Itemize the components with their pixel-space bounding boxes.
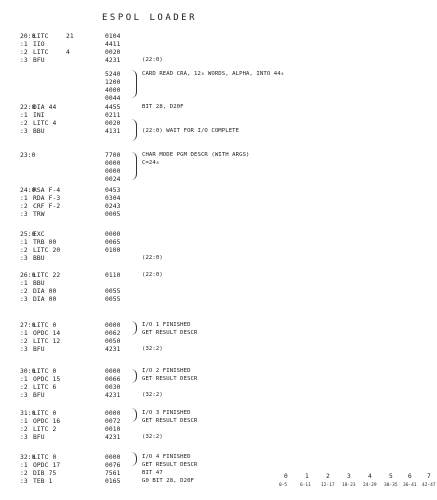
listing-mn-cell: BBU bbox=[33, 128, 45, 135]
listing-oct-cell: 0100 bbox=[105, 247, 121, 254]
reference-bit-range: 36-41 bbox=[403, 483, 417, 488]
listing-oct-cell: 0072 bbox=[105, 418, 121, 425]
listing-mn-cell: LITC 2 bbox=[33, 426, 57, 433]
listing-oct-cell: 0000 bbox=[105, 368, 121, 375]
listing-mn-cell: TRW bbox=[33, 211, 45, 218]
listing-oct-cell: 0010 bbox=[105, 426, 121, 433]
listing-addr-cell: 20:0 bbox=[20, 33, 36, 40]
listing-addr-cell: :2 bbox=[20, 426, 28, 433]
listing-addr-cell: :1 bbox=[20, 280, 28, 287]
listing-addr-cell: 26:0 bbox=[20, 272, 36, 279]
listing-addr-cell: :2 bbox=[20, 338, 28, 345]
listing-mn-cell: DIA 00 bbox=[33, 296, 57, 303]
reference-digit: 0 bbox=[284, 473, 288, 480]
listing-mn-cell: BFU bbox=[33, 392, 45, 399]
listing-oct-cell: 0050 bbox=[105, 338, 121, 345]
listing-addr-cell: :3 bbox=[20, 434, 28, 441]
listing-oct-cell: 4000 bbox=[105, 87, 121, 94]
listing-mn-cell: OPDC 16 bbox=[33, 418, 61, 425]
listing-oct-cell: 4455 bbox=[105, 104, 121, 111]
listing-oct-cell: 0024 bbox=[105, 176, 121, 183]
listing-cm-cell: C=24₈ bbox=[142, 160, 160, 166]
listing-mn-cell: LITC 4 bbox=[33, 120, 57, 127]
listing-addr-cell: :1 bbox=[20, 41, 28, 48]
listing-addr-cell: :2 bbox=[20, 247, 28, 254]
listing-cm-cell: GET RESULT DESCR bbox=[142, 376, 198, 382]
listing-oct-cell: 0000 bbox=[105, 160, 121, 167]
listing-addr-cell: :3 bbox=[20, 392, 28, 399]
listing-addr-cell: :1 bbox=[20, 376, 28, 383]
listing-mn-cell: OPDC 14 bbox=[33, 330, 61, 337]
brace-io3 bbox=[130, 408, 137, 422]
listing-addr-cell: 27:0 bbox=[20, 322, 36, 329]
listing-oct-cell: 0000 bbox=[105, 322, 121, 329]
listing-addr-cell: 23:0 bbox=[20, 152, 36, 159]
listing-oct-cell: 0304 bbox=[105, 195, 121, 202]
listing-cm-cell: I/O 2 FINISHED bbox=[142, 368, 191, 374]
listing-oct-cell: 4231 bbox=[105, 434, 121, 441]
listing-addr-cell: :3 bbox=[20, 128, 28, 135]
listing-mn-cell: DIA 44 bbox=[33, 104, 57, 111]
listing-op-cell: 4 bbox=[66, 49, 70, 56]
listing-mn-cell: LITC bbox=[33, 33, 49, 40]
listing-addr-cell: 30:0 bbox=[20, 368, 36, 375]
reference-digit: 5 bbox=[389, 473, 393, 480]
listing-oct-cell: 4231 bbox=[105, 57, 121, 64]
listing-addr-cell: :2 bbox=[20, 203, 28, 210]
listing-oct-cell: 0066 bbox=[105, 376, 121, 383]
listing-addr-cell: :3 bbox=[20, 211, 28, 218]
listing-mn-cell: LITC 22 bbox=[33, 272, 61, 279]
reference-digit: 2 bbox=[326, 473, 330, 480]
listing-mn-cell: INI bbox=[33, 112, 45, 119]
reference-digit: 4 bbox=[368, 473, 372, 480]
listing-oct-cell: 4231 bbox=[105, 392, 121, 399]
listing-mn-cell: DIA 00 bbox=[33, 288, 57, 295]
brace-wait bbox=[130, 119, 137, 141]
listing-oct-cell: 0000 bbox=[105, 168, 121, 175]
listing-cm-cell: BIT 47 bbox=[142, 470, 163, 476]
listing-oct-cell: 4231 bbox=[105, 346, 121, 353]
listing-addr-cell: :1 bbox=[20, 330, 28, 337]
listing-mn-cell: LITC 20 bbox=[33, 247, 61, 254]
reference-digit: 1 bbox=[305, 473, 309, 480]
listing-oct-cell: 0000 bbox=[105, 231, 121, 238]
listing-cm-cell: (32:2) bbox=[142, 392, 163, 398]
listing-cm-cell: I/O 4 FINISHED bbox=[142, 454, 191, 460]
listing-mn-cell: LITC 6 bbox=[33, 384, 57, 391]
listing-oct-cell: 4131 bbox=[105, 128, 121, 135]
listing-oct-cell: 5240 bbox=[105, 71, 121, 78]
listing-mn-cell: BFU bbox=[33, 57, 45, 64]
listing-mn-cell: BBU bbox=[33, 255, 45, 262]
listing-oct-cell: 0020 bbox=[105, 49, 121, 56]
listing-oct-cell: 0076 bbox=[105, 462, 121, 469]
listing-mn-cell: BFU bbox=[33, 346, 45, 353]
listing-oct-cell: 0000 bbox=[105, 410, 121, 417]
listing-addr-cell: :1 bbox=[20, 239, 28, 246]
listing-op-cell: 21 bbox=[66, 33, 74, 40]
listing-mn-cell: LITC 0 bbox=[33, 454, 57, 461]
listing-addr-cell: :3 bbox=[20, 255, 28, 262]
listing-addr-cell: :3 bbox=[20, 478, 28, 485]
brace-io2 bbox=[130, 369, 137, 383]
listing-oct-cell: 0044 bbox=[105, 95, 121, 102]
listing-cm-cell: (22:0) bbox=[142, 272, 163, 278]
brace-descr bbox=[130, 152, 137, 180]
listing-mn-cell: OPDC 17 bbox=[33, 462, 61, 469]
listing-oct-cell: 0110 bbox=[105, 272, 121, 279]
listing-addr-cell: :1 bbox=[20, 195, 28, 202]
reference-digit: 3 bbox=[347, 473, 351, 480]
listing-addr-cell: 24:0 bbox=[20, 187, 36, 194]
listing-mn-cell: BFU bbox=[33, 434, 45, 441]
listing-mn-cell: LITC 12 bbox=[33, 338, 61, 345]
listing-cm-cell: (22:0) bbox=[142, 57, 163, 63]
listing-addr-cell: :2 bbox=[20, 384, 28, 391]
reference-bit-range: 18-23 bbox=[342, 483, 356, 488]
listing-mn-cell: LITC 0 bbox=[33, 410, 57, 417]
listing-mn-cell: LITC bbox=[33, 49, 49, 56]
listing-addr-cell: :2 bbox=[20, 120, 28, 127]
listing-mn-cell: CRF F-2 bbox=[33, 203, 61, 210]
listing-cm-cell: I/O 3 FINISHED bbox=[142, 410, 191, 416]
listing-mn-cell: DIB 75 bbox=[33, 470, 57, 477]
listing-mn-cell: LITC 0 bbox=[33, 368, 57, 375]
listing-cm-cell: (22:0) WAIT FOR I/O COMPLETE bbox=[142, 128, 240, 134]
listing-cm-cell: G0 BIT 28, D20F bbox=[142, 478, 195, 484]
listing-oct-cell: 0005 bbox=[105, 211, 121, 218]
reference-bit-range: 24-29 bbox=[363, 483, 377, 488]
listing-addr-cell: :1 bbox=[20, 462, 28, 469]
listing-oct-cell: 1200 bbox=[105, 79, 121, 86]
listing-addr-cell: :2 bbox=[20, 49, 28, 56]
reference-bit-range: 0-5 bbox=[279, 483, 288, 488]
listing-oct-cell: 0030 bbox=[105, 384, 121, 391]
listing-cm-cell: (32:2) bbox=[142, 346, 163, 352]
listing-cm-cell: (32:2) bbox=[142, 434, 163, 440]
reference-digit: 6 bbox=[408, 473, 412, 480]
listing-oct-cell: 0000 bbox=[105, 454, 121, 461]
listing-cm-cell: BIT 28, D20F bbox=[142, 104, 184, 110]
listing-mn-cell: LITC 0 bbox=[33, 322, 57, 329]
listing-mn-cell: RDA F-3 bbox=[33, 195, 61, 202]
reference-bit-range: 12-17 bbox=[321, 483, 335, 488]
listing-oct-cell: 0165 bbox=[105, 478, 121, 485]
listing-cm-cell: GET RESULT DESCR bbox=[142, 418, 198, 424]
reference-digit: 7 bbox=[427, 473, 431, 480]
listing-oct-cell: 7700 bbox=[105, 152, 121, 159]
listing-mn-cell: IIO bbox=[33, 41, 45, 48]
listing-addr-cell: 22:0 bbox=[20, 104, 36, 111]
listing-addr-cell: 32:0 bbox=[20, 454, 36, 461]
listing-oct-cell: 4411 bbox=[105, 41, 121, 48]
brace-card-read bbox=[130, 70, 137, 98]
listing-cm-cell: CARD READ CRA, 12₈ WORDS, ALPHA, INTO 44₈ bbox=[142, 71, 285, 77]
listing-mn-cell: RSA F-4 bbox=[33, 187, 61, 194]
listing-oct-cell: 0020 bbox=[105, 120, 121, 127]
page-title: ESPOL LOADER bbox=[102, 13, 198, 23]
listing-addr-cell: 25:0 bbox=[20, 231, 36, 238]
listing-addr-cell: :3 bbox=[20, 296, 28, 303]
listing-oct-cell: 7561 bbox=[105, 470, 121, 477]
brace-io4 bbox=[130, 452, 137, 466]
reference-bit-range: 30-35 bbox=[384, 483, 398, 488]
listing-oct-cell: 0453 bbox=[105, 187, 121, 194]
listing-addr-cell: :2 bbox=[20, 470, 28, 477]
listing-addr-cell: :1 bbox=[20, 112, 28, 119]
listing-addr-cell: :3 bbox=[20, 346, 28, 353]
reference-bit-range: 6-11 bbox=[300, 483, 311, 488]
listing-oct-cell: 0104 bbox=[105, 33, 121, 40]
listing-oct-cell: 0062 bbox=[105, 330, 121, 337]
listing-oct-cell: 0065 bbox=[105, 239, 121, 246]
listing-oct-cell: 0055 bbox=[105, 296, 121, 303]
listing-mn-cell: TEB 1 bbox=[33, 478, 53, 485]
listing-cm-cell: GET RESULT DESCR bbox=[142, 462, 198, 468]
listing-mn-cell: OPDC 15 bbox=[33, 376, 61, 383]
listing-addr-cell: :3 bbox=[20, 57, 28, 64]
reference-bit-range: 42-47 bbox=[422, 483, 436, 488]
listing-oct-cell: 0243 bbox=[105, 203, 121, 210]
listing-oct-cell: 0211 bbox=[105, 112, 121, 119]
listing-mn-cell: BBU bbox=[33, 280, 45, 287]
brace-io1 bbox=[130, 321, 137, 335]
listing-cm-cell: (22:0) bbox=[142, 255, 163, 261]
listing-oct-cell: 0055 bbox=[105, 288, 121, 295]
listing-mn-cell: EXC bbox=[33, 231, 45, 238]
listing-cm-cell: GET RESULT DESCR bbox=[142, 330, 198, 336]
listing-mn-cell: TRB 00 bbox=[33, 239, 57, 246]
listing-addr-cell: 31:0 bbox=[20, 410, 36, 417]
listing-cm-cell: I/O 1 FINISHED bbox=[142, 322, 191, 328]
listing-addr-cell: :2 bbox=[20, 288, 28, 295]
listing-cm-cell: CHAR MODE PGM DESCR (WITH ARGS) bbox=[142, 152, 250, 158]
listing-addr-cell: :1 bbox=[20, 418, 28, 425]
